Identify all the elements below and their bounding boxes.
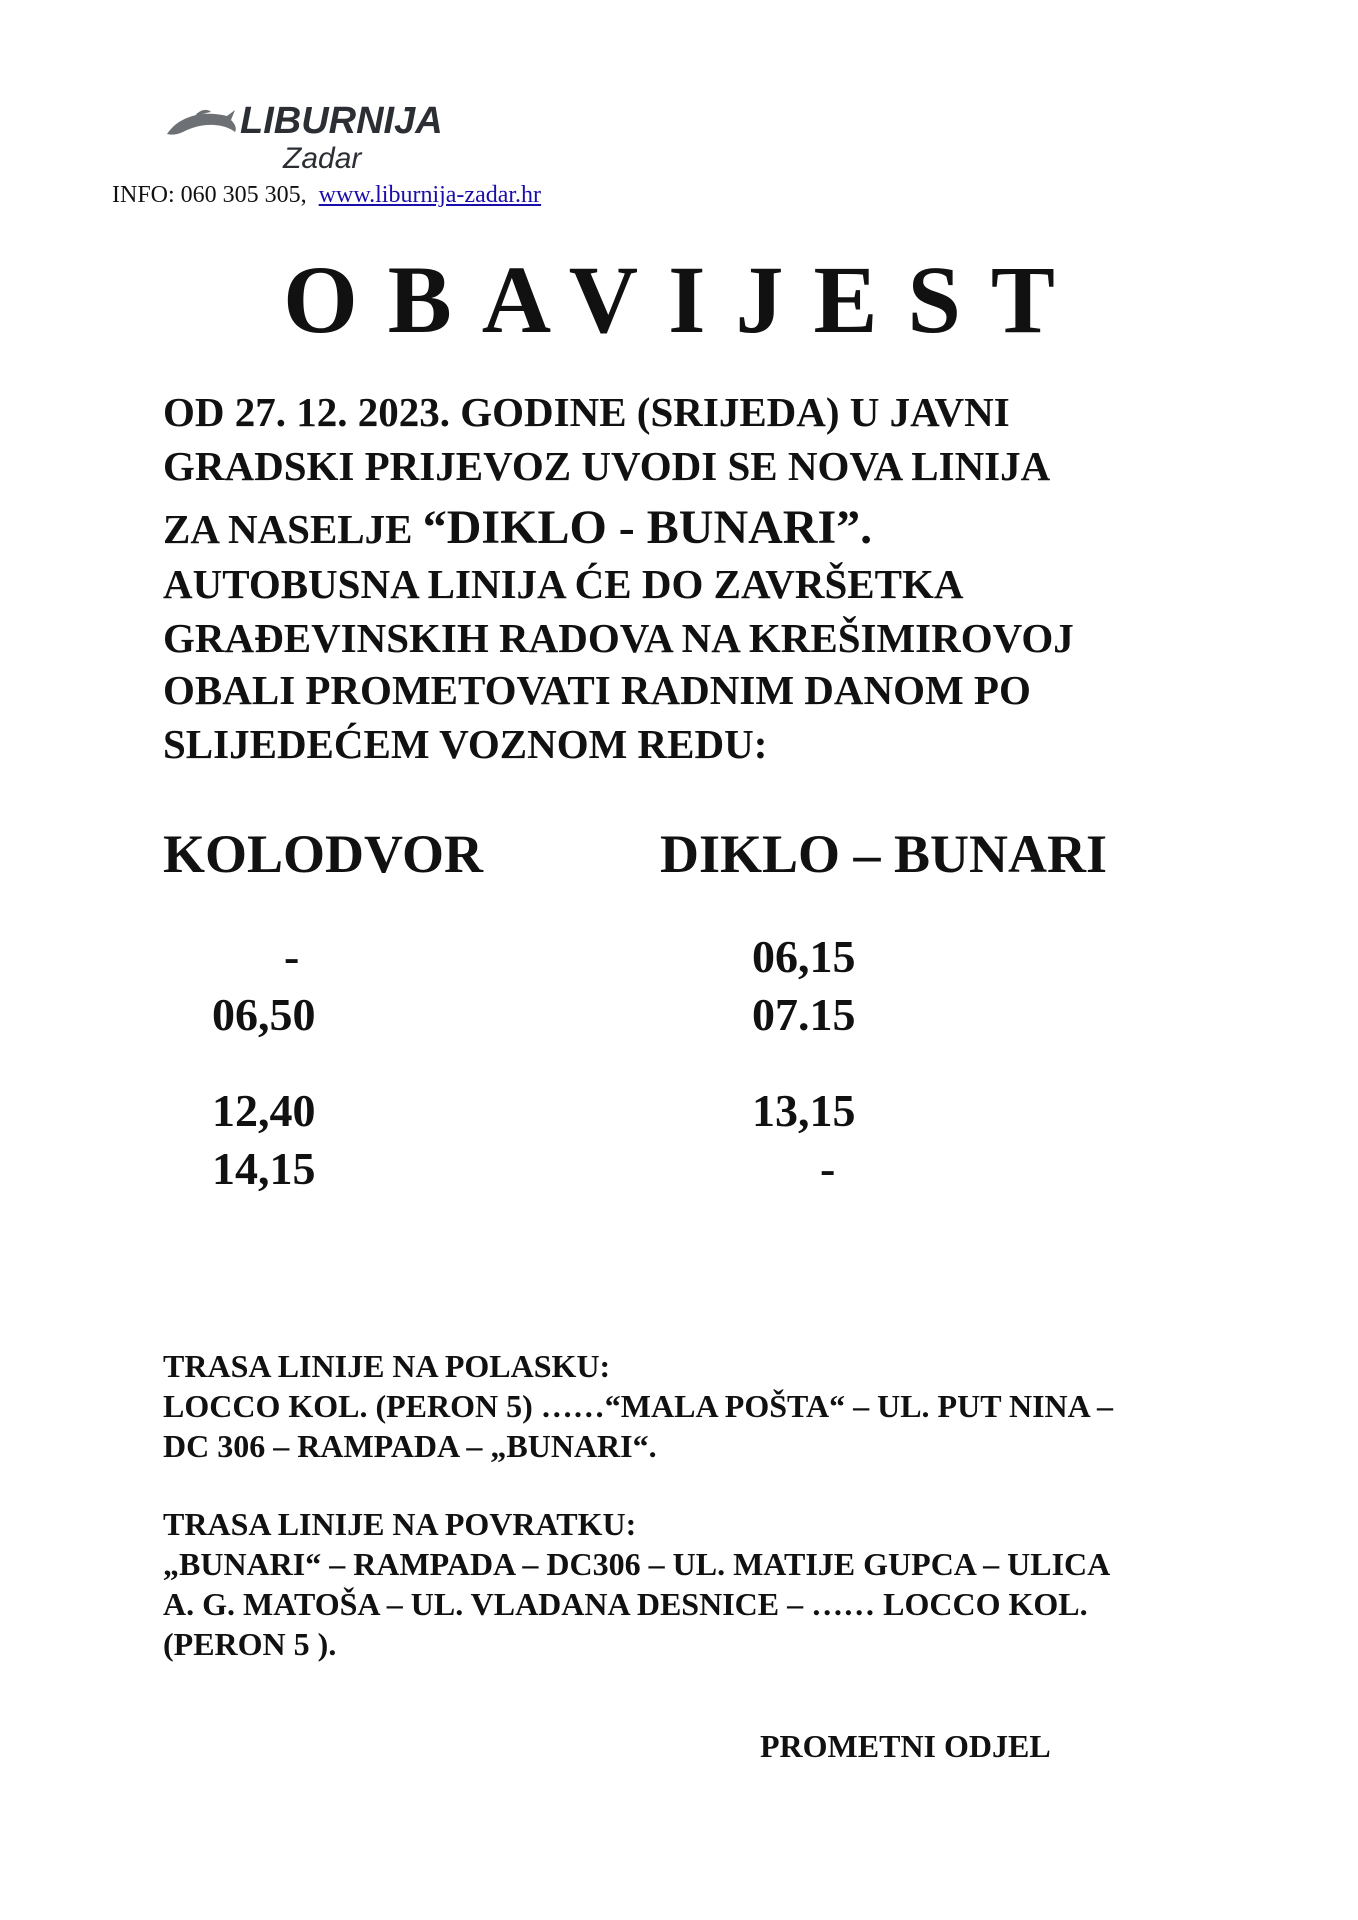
contact-info [112, 182, 541, 209]
time-diklo: 13,15 [752, 1085, 856, 1136]
line-name: “DIKLO - BUNARI”. [422, 501, 873, 554]
time-diklo: 06,15 [752, 931, 856, 982]
route-departure-line: LOCCO KOL. (PERON 5) ……“MALA POŠTA“ – UL. PUT NINA – [163, 1388, 1113, 1424]
page-title: OBAVIJEST [283, 246, 1085, 353]
time-kolodvor: 14,15 [212, 1143, 316, 1194]
time-kolodvor: - [284, 931, 300, 982]
column-header-kolodvor: KOLODVOR [163, 824, 483, 884]
website-link[interactable]: www.liburnija-zadar.hr [318, 182, 542, 208]
route-return-line: A. G. MATOŠA – UL. VLADANA DESNICE – …… LOCCO KOL. [163, 1586, 1088, 1622]
time-kolodvor: 06,50 [212, 989, 316, 1040]
intro-line [163, 501, 873, 554]
info-phone: INFO: 060 305 305, [112, 182, 307, 208]
intro-line: GRAĐEVINSKIH RADOVA NA KREŠIMIROVOJ [163, 615, 1074, 661]
time-diklo: - [820, 1143, 836, 1194]
column-header-diklo: DIKLO – BUNARI [660, 824, 1108, 884]
logo-name: LIBURNIJA [240, 100, 443, 142]
signature: PROMETNI ODJEL [760, 1728, 1051, 1764]
route-departure-line: DC 306 – RAMPADA – „BUNARI“. [163, 1428, 657, 1464]
intro-line: AUTOBUSNA LINIJA ĆE DO ZAVRŠETKA [163, 561, 964, 607]
route-return-line: „BUNARI“ – RAMPADA – DC306 – UL. MATIJE GUPCA – ULICA [163, 1546, 1111, 1582]
logo-city: Zadar [283, 142, 362, 175]
time-diklo: 07.15 [752, 989, 856, 1040]
intro-line: GRADSKI PRIJEVOZ UVODI SE NOVA LINIJA [163, 443, 1051, 489]
route-return-heading: TRASA LINIJE NA POVRATKU: [163, 1506, 637, 1542]
intro-prefix: ZA NASELJE [163, 506, 423, 552]
company-logo [165, 100, 455, 190]
intro-line: OBALI PROMETOVATI RADNIM DANOM PO [163, 667, 1031, 713]
dolphin-icon [165, 104, 240, 144]
route-return-line: (PERON 5 ). [163, 1626, 337, 1662]
time-kolodvor: 12,40 [212, 1085, 316, 1136]
intro-line: OD 27. 12. 2023. GODINE (SRIJEDA) U JAVNI [163, 389, 1010, 435]
route-departure-heading: TRASA LINIJE NA POLASKU: [163, 1348, 611, 1384]
intro-line: SLIJEDEĆEM VOZNOM REDU: [163, 721, 768, 767]
